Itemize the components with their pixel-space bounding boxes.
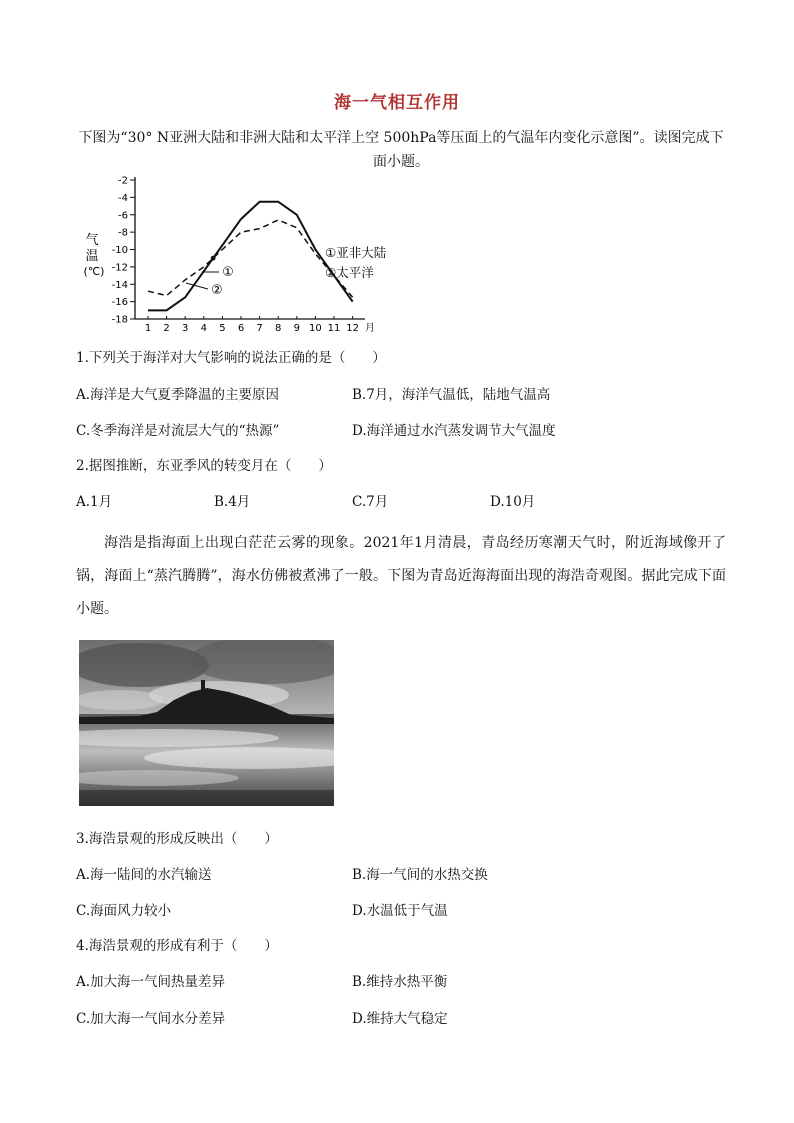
y-label-char-1: 气 <box>85 233 99 248</box>
y-tick-label-2: -6 <box>118 210 128 222</box>
y-tick-label-3: -8 <box>118 227 128 239</box>
intro-line-1: 下图为“30° N亚洲大陆和非洲大陆和太平洋上空 500hPa等压面上的气温年内变化示意图”。读图完成下 <box>78 130 724 146</box>
q3-option-a[interactable]: A.海一陆间的水汽输送 <box>76 867 212 883</box>
question-1-stem: 1.下列关于海洋对大气影响的说法正确的是（ ） <box>76 350 386 366</box>
q1-option-c[interactable]: C.冬季海洋是对流层大气的“热源” <box>76 423 280 439</box>
x-axis-unit: 月 <box>365 323 375 334</box>
q3-option-d[interactable]: D.水温低于气温 <box>352 903 448 919</box>
series-marker-2: ② <box>211 283 223 298</box>
passage-text: 海浩是指海面上出现白茫茫云雾的现象。2021年1月清晨，青岛经历寒潮天气时，附近海域像开了锅，海面上“蒸汽腾腾”，海水仿佛被煮沸了一般。下图为青岛近海海面出现的海浩奇观图。据此完成下面小题。 <box>76 535 726 617</box>
q3-option-c[interactable]: C.海面风力较小 <box>76 903 172 919</box>
y-label-unit: (℃) <box>83 265 105 278</box>
y-tick-label-7: -16 <box>111 297 128 309</box>
legend-item-1: ①亚非大陆 <box>325 245 387 260</box>
q4-option-c[interactable]: C.加大海一气间水分差异 <box>76 1011 226 1027</box>
q2-option-a[interactable]: A.1月 <box>76 494 113 510</box>
page-title: 海一气相互作用 <box>334 93 460 113</box>
series-group <box>148 202 353 311</box>
question-3-stem: 3.海浩景观的形成反映出（ ） <box>76 831 278 847</box>
q1-option-d[interactable]: D.海洋通过水汽蒸发调节大气温度 <box>352 423 556 439</box>
y-tick-label-5: -12 <box>111 262 128 274</box>
q4-option-a[interactable]: A.加大海一气间热量差异 <box>76 974 226 990</box>
y-tick-label-0: -2 <box>118 175 128 187</box>
q1-option-b[interactable]: B.7月，海洋气温低，陆地气温高 <box>352 387 551 403</box>
q4-option-d[interactable]: D.维持大气稳定 <box>352 1011 448 1027</box>
legend-item-2: ②太平洋 <box>325 265 374 280</box>
y-ticks <box>112 176 135 326</box>
q2-option-c[interactable]: C.7月 <box>352 494 389 510</box>
intro-line-2: 面小题。 <box>373 154 429 170</box>
series-line-1 <box>148 202 353 311</box>
q4-option-b[interactable]: B.维持水热平衡 <box>352 974 448 990</box>
series-marker-1: ① <box>222 265 234 280</box>
q2-option-d[interactable]: D.10月 <box>490 494 536 510</box>
x-tick-label-5: 6 <box>237 323 245 334</box>
x-tick-label-2: 3 <box>182 323 189 334</box>
question-4-stem: 4.海浩景观的形成有利于（ ） <box>76 938 278 954</box>
y-axis-label <box>84 233 105 278</box>
intersection-point-1 <box>211 256 216 261</box>
intro-text <box>76 126 726 174</box>
y-label-char-2: 温 <box>85 249 99 264</box>
pointer-line-2 <box>186 283 208 289</box>
x-tick-label-4: 5 <box>219 323 226 334</box>
y-tick-label-1: -4 <box>118 192 128 204</box>
x-tick-label-7: 8 <box>275 323 282 334</box>
x-tick-label-1: 2 <box>163 323 170 334</box>
x-tick-label-10: 11 <box>327 323 341 334</box>
q3-option-b[interactable]: B.海一气间的水热交换 <box>352 867 488 883</box>
y-tick-label-4: -10 <box>111 245 128 256</box>
question-2-stem: 2.据图推断，东亚季风的转变月在（ ） <box>76 458 332 474</box>
temperature-chart <box>80 172 440 337</box>
x-tick-label-11: 12 <box>346 323 359 334</box>
sea-smoke-photo <box>79 640 334 806</box>
y-tick-label-8: -18 <box>111 314 128 326</box>
x-tick-label-3: 4 <box>200 323 207 334</box>
x-tick-label-0: 1 <box>144 323 152 334</box>
y-tick-label-6: -14 <box>111 279 128 291</box>
x-tick-label-8: 9 <box>293 323 300 334</box>
x-tick-label-6: 7 <box>256 323 263 334</box>
x-tick-label-9: 10 <box>309 323 322 334</box>
q1-option-a[interactable]: A.海洋是大气夏季降温的主要原因 <box>76 387 280 403</box>
q2-option-b[interactable]: B.4月 <box>214 494 251 510</box>
